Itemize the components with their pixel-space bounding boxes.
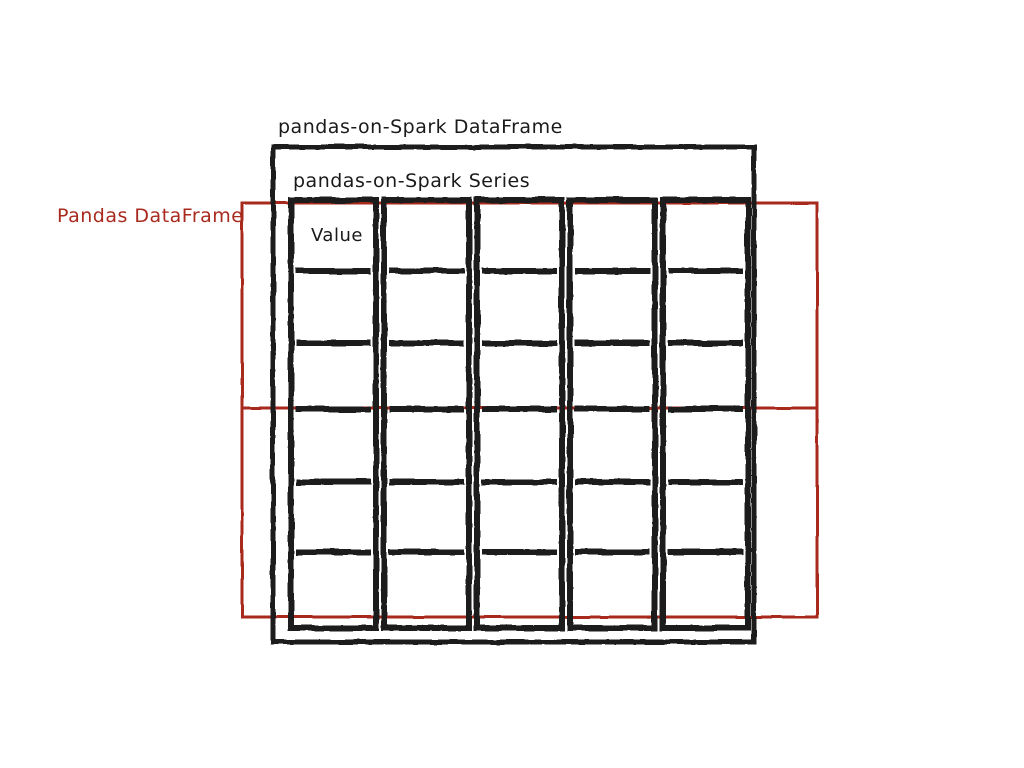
psdf-label: pandas-on-Spark DataFrame <box>278 116 563 138</box>
pandas-dataframe-label: Pandas DataFrame <box>57 205 244 227</box>
psseries-column-5 <box>663 200 748 628</box>
cell-dividers <box>299 271 740 552</box>
psseries-column-4 <box>570 200 655 628</box>
psdf-outer-box <box>273 147 754 642</box>
psseries-column-3 <box>477 200 562 628</box>
pandas-dataframe-region-bottom <box>242 408 817 617</box>
psseries-columns <box>291 200 748 628</box>
psseries-label: pandas-on-Spark Series <box>293 170 531 192</box>
value-cell-label: Value <box>311 225 363 246</box>
psseries-column-1 <box>291 200 376 628</box>
psseries-column-2 <box>384 200 469 628</box>
psdf-outer-box-rect <box>273 147 754 642</box>
